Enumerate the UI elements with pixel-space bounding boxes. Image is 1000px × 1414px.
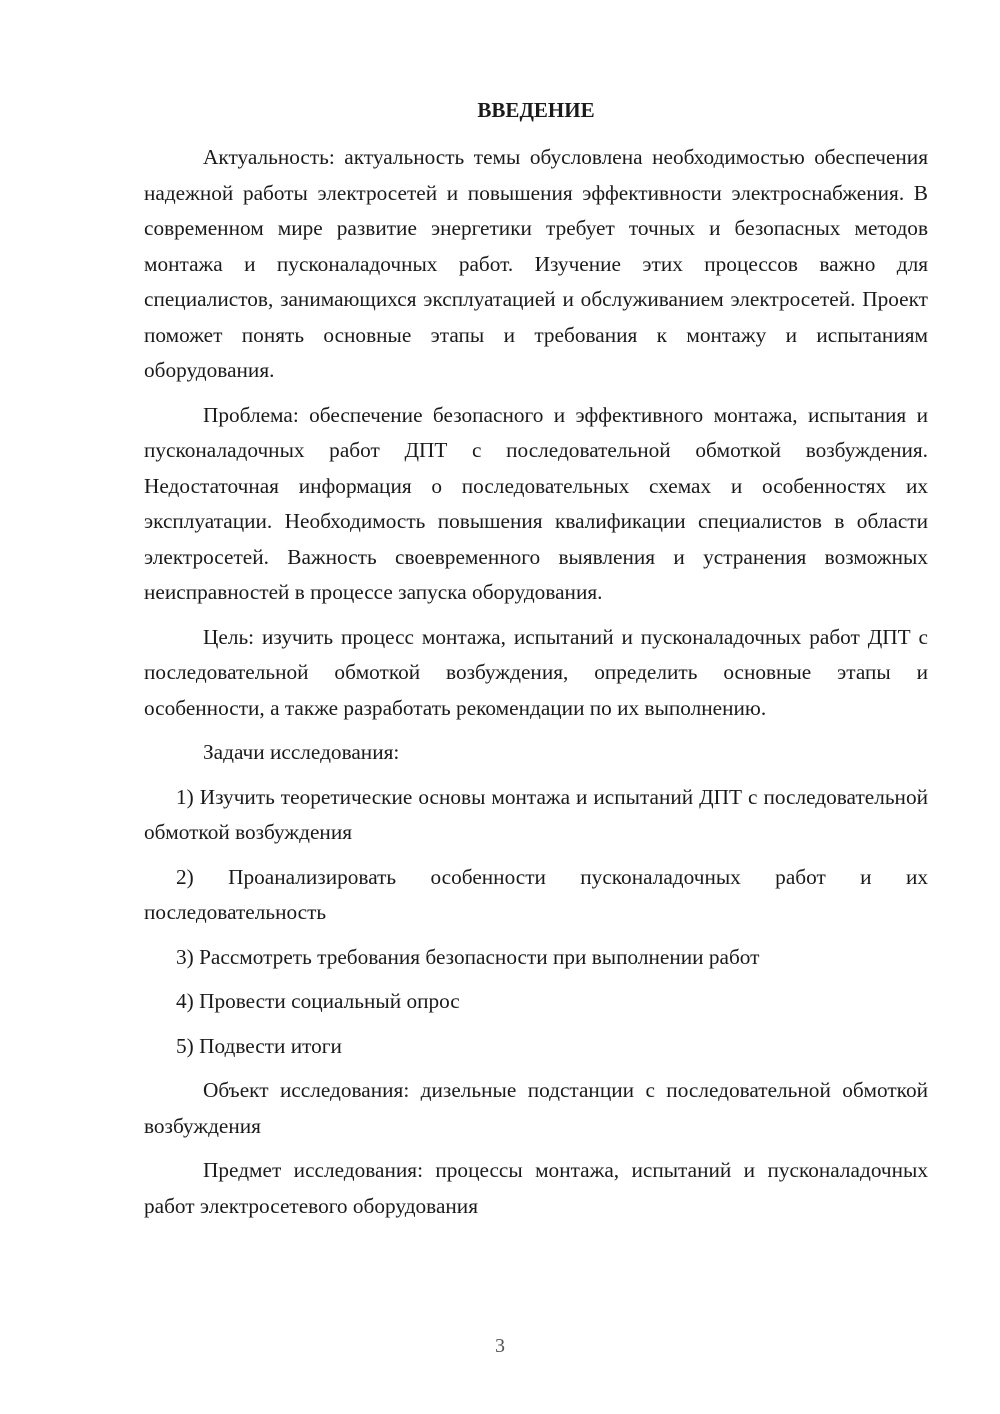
list-item: 4) Провести социальный опрос [176, 989, 460, 1013]
paragraph-goal: Цель: изучить процесс монтажа, испытаний и пусконаладочных работ ДПТ с последовательной обмоткой возбуждения, определить основные этапы и особенности, а также разработать рекомендации по их выполнению. [144, 624, 928, 720]
page-content [144, 96, 928, 1233]
tasks-list [144, 780, 928, 1065]
list-item: 1) Изучить теоретические основы монтажа и испытаний ДПТ с последовательной обмоткой возбуждения [144, 784, 928, 844]
list-item: 3) Рассмотреть требования безопасности при выполнении работ [176, 944, 760, 969]
page-number: 3 [495, 1335, 505, 1357]
paragraph-tasks-intro: Задачи исследования: [203, 740, 400, 764]
paragraph-problem: Проблема: обеспечение безопасного и эффективного монтажа, испытания и пусконаладочных работ ДПТ с последовательной обмоткой возбуждения. Недостаточная информация о последовательных схемах и особенностях их эксплуатации. Необходимость повышения квалификации специалистов в области электросетей. Важность своевременного выявления и устранения возможных неисправностей в процессе запуска оборудования. [144, 402, 928, 604]
list-item: 5) Подвести итоги [176, 1033, 342, 1058]
list-item: 2) Проанализировать особенности пусконаладочных работ и их последовательность [144, 864, 928, 924]
page-title: ВВЕДЕНИЕ [477, 98, 595, 122]
paragraph-object: Объект исследования: дизельные подстанции с последовательной обмоткой возбуждения [144, 1078, 928, 1138]
paragraph-subject: Предмет исследования: процессы монтажа, испытаний и пусконаладочных работ электросетевого оборудования [144, 1158, 928, 1218]
paragraph-relevance: Актуальность: актуальность темы обусловлена необходимостью обеспечения надежной работы электросетей и повышения эффективности электроснабжения. В современном мире развитие энергетики требует точных и безопасных методов монтажа и пусконаладочных работ. Изучение этих процессов важно для специалистов, занимающихся эксплуатацией и обслуживанием электросетей. Проект поможет понять основные этапы и требования к монтажу и испытаниям оборудования. [144, 145, 928, 382]
